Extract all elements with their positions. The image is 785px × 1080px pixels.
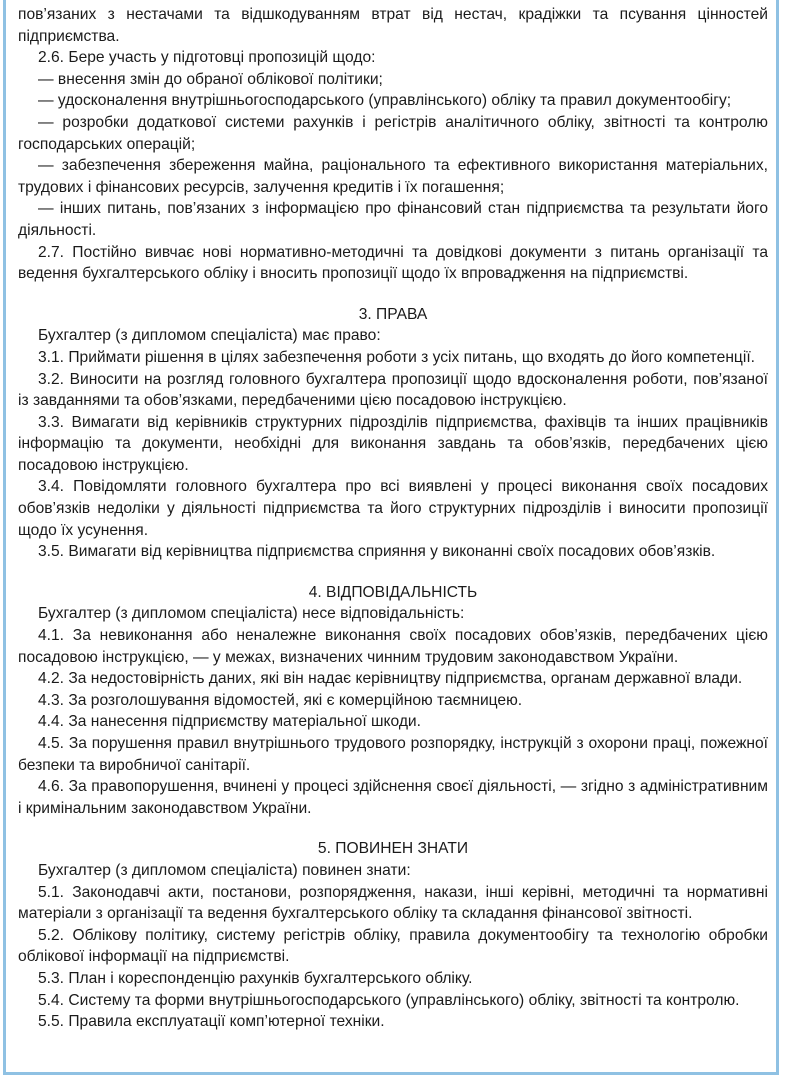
clause-2-6: 2.6. Бере участь у підготовці пропозицій щодо:	[38, 49, 376, 67]
clause-4-5: 4.5. За порушення правил внутрішнього трудового розпорядку, інструкцій з охорони праці, пожежної безпеки та виробничої санітарії.	[18, 735, 768, 774]
clause-4-1: 4.1. За невиконання або неналежне виконання своїх посадових обов’язків, передбачених цією посадовою інструкцією, — у межах, визначених чинним трудовим законодавством України.	[18, 627, 768, 666]
section4-heading: 4. ВІДПОВІДАЛЬНІСТЬ	[308, 583, 478, 601]
clause-4-6: 4.6. За правопорушення, вчинені у процесі здійснення своєї діяльності, — згідно з адміністративним і кримінальним законодавством України.	[18, 778, 768, 817]
clause-3-5: 3.5. Вимагати від керівництва підприємства сприяння у виконанні своїх посадових обов’язків.	[38, 543, 716, 561]
clause-5-1: 5.1. Законодавчі акти, постанови, розпорядження, накази, інші керівні, методичні та нормативні матеріали з організації та ведення бухгалтерського обліку та складання фінансової звітності.	[18, 883, 768, 923]
clause-3-3: 3.3. Вимагати від керівників структурних підрозділів підприємства, фахівців та інших працівників інформацію та документи, необхідні для виконання завдань та обов’язків, передбачених цією посадовою інструкцією.	[18, 413, 768, 474]
clause-4-3: 4.3. За розголошування відомостей, які є комерційною таємницею.	[38, 691, 523, 709]
clause-2-7: 2.7. Постійно вивчає нові нормативно-методичні та довідкові документи з питань організації та ведення бухгалтерського обліку і вносить пропозиції щодо їх впровадження на підприємстві.	[18, 243, 768, 283]
clause-3-2: 3.2. Виносити на розгляд головного бухгалтера пропозиції щодо вдосконалення роботи, пов’язаної із завданнями та обов’язками, передбаченими цією посадовою інструкцією.	[18, 370, 768, 410]
section3-lead: Бухгалтер (з дипломом спеціаліста) має право:	[38, 327, 381, 345]
clause-5-5: 5.5. Правила експлуатації комп’ютерної техніки.	[38, 1013, 385, 1031]
section3-heading: 3. ПРАВА	[358, 305, 428, 323]
section4-lead: Бухгалтер (з дипломом спеціаліста) несе відповідальність:	[38, 605, 465, 623]
clause-5-3: 5.3. План і кореспонденцію рахунків бухгалтерського обліку.	[38, 969, 473, 987]
clause-2-6-item-b: — удосконалення внутрішньогосподарського (управлінського) обліку та правил документообігу;	[38, 92, 732, 110]
section5-heading: 5. ПОВИНЕН ЗНАТИ	[317, 840, 469, 858]
clause-4-4: 4.4. За нанесення підприємству матеріальної шкоди.	[38, 713, 421, 731]
section-gap	[18, 819, 768, 838]
clause-2-6-item-a: — внесення змін до обраної облікової політики;	[38, 70, 383, 88]
section-gap	[18, 285, 768, 304]
document-page	[3, 0, 779, 1075]
clause-5-2: 5.2. Облікову політику, систему регістрів обліку, правила документообігу та технологію обробки облікової інформації на підприємстві.	[18, 926, 768, 966]
clause-3-1: 3.1. Приймати рішення в цілях забезпечення роботи з усіх питань, що входять до його компетенції.	[38, 348, 755, 366]
clause-3-4: 3.4. Повідомляти головного бухгалтера про всі виявлені у процесі виконання своїх посадових обов’язків недоліки у діяльності підприємства та його структурних підрозділів і виносити пропозиції щодо їх усунення.	[18, 478, 768, 539]
clause-2-6-item-e: — інших питань, пов’язаних з інформацією про фінансовий стан підприємства та результати його діяльності.	[18, 200, 768, 239]
clause-2-6-item-d: — забезпечення збереження майна, раціонального та ефективного використання матеріальних, трудових і фінансових ресурсів, залучення кредитів і їх погашення;	[18, 157, 768, 196]
section-gap	[18, 563, 768, 582]
clause-5-4: 5.4. Систему та форми внутрішньогосподарського (управлінського) обліку, звітності та контролю.	[38, 991, 740, 1009]
clause-4-2: 4.2. За недостовірність даних, які він надає керівництву підприємства, органам державної влади.	[38, 670, 743, 688]
section2-paragraph-tail: пов’язаних з нестачами та відшкодуванням втрат від нестач, крадіжки та псування цінностей підприємства.	[18, 6, 768, 45]
clause-2-6-item-c: — розробки додаткової системи рахунків і регістрів аналітичного обліку, звітності та контролю господарських операцій;	[18, 113, 768, 153]
section5-lead: Бухгалтер (з дипломом спеціаліста) повинен знати:	[38, 861, 411, 879]
